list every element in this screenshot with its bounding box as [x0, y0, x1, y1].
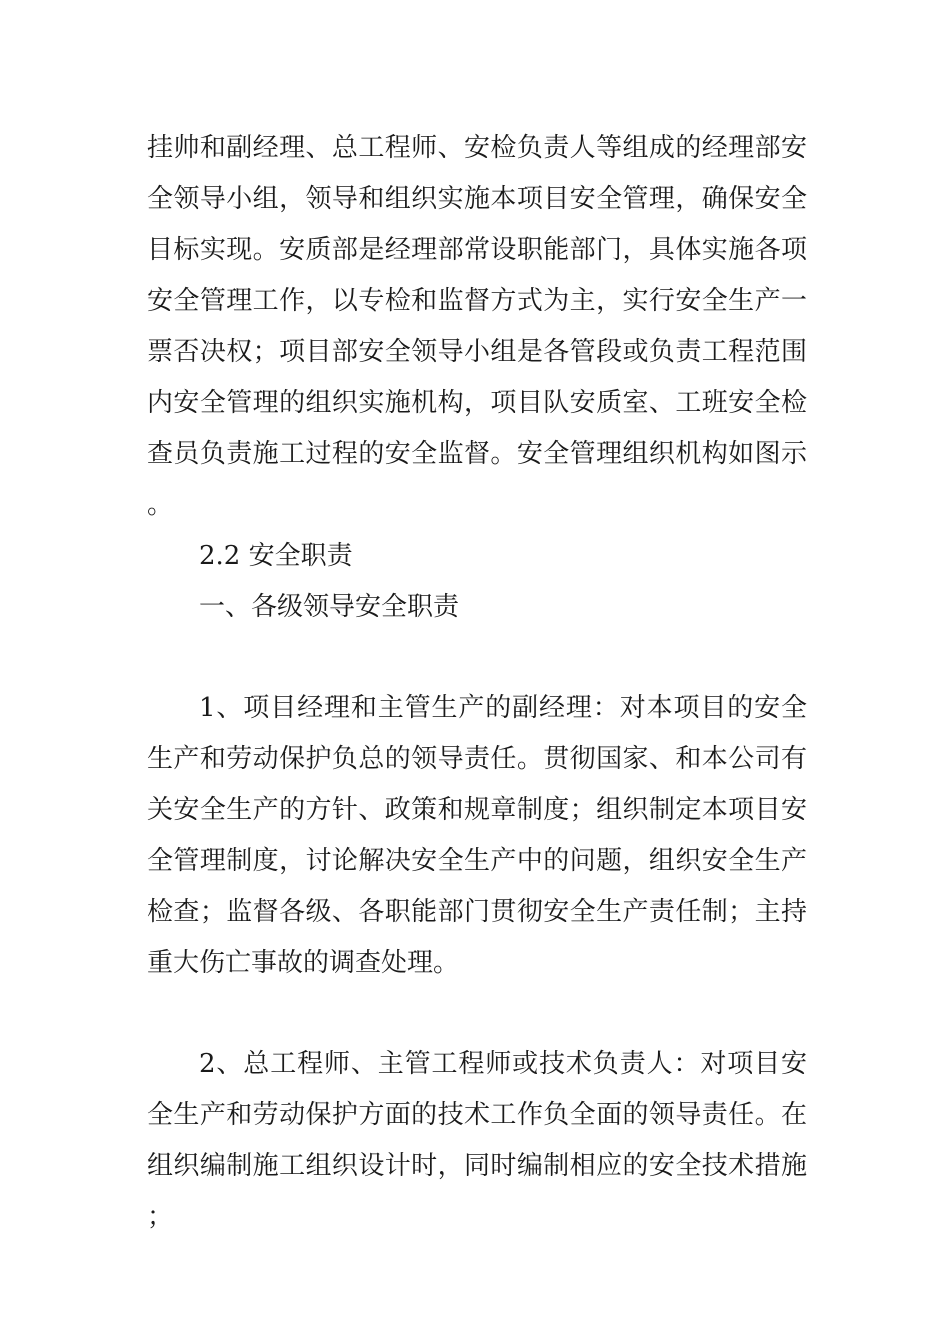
paragraph-item-2: 2、总工程师、主管工程师或技术负责人：对项目安全生产和劳动保护方面的技术工作负全面的领导责任。在组织编制施工组织设计时，同时编制相应的安全技术措施； — [147, 1049, 807, 1232]
subsection-heading-leaders: 一、各级领导安全职责 — [199, 592, 460, 622]
document-body — [147, 123, 807, 1243]
paragraph-item-1: 1、项目经理和主管生产的副经理：对本项目的安全生产和劳动保护负总的领导责任。贯彻国家、和本公司有关安全生产的方针、政策和规章制度；组织制定本项目安全管理制度，讨论解决安全生产中的问题，组织安全生产检查；监督各级、各职能部门贯彻安全生产责任制；主持重大伤亡事故的调查处理。 — [147, 693, 807, 978]
paragraph-intro: 挂帅和副经理、总工程师、安检负责人等组成的经理部安全领导小组，领导和组织实施本项目安全管理，确保安全目标实现。安质部是经理部常设职能部门，具体实施各项安全管理工作，以专检和监督方式为主，实行安全生产一票否决权；项目部安全领导小组是各管段或负责工程范围内安全管理的组织实施机构，项目队安质室、工班安全检查员负责施工过程的安全监督。安全管理组织机构如图示。 — [147, 133, 807, 520]
section-heading-2-2: 2.2 安全职责 — [199, 541, 353, 571]
